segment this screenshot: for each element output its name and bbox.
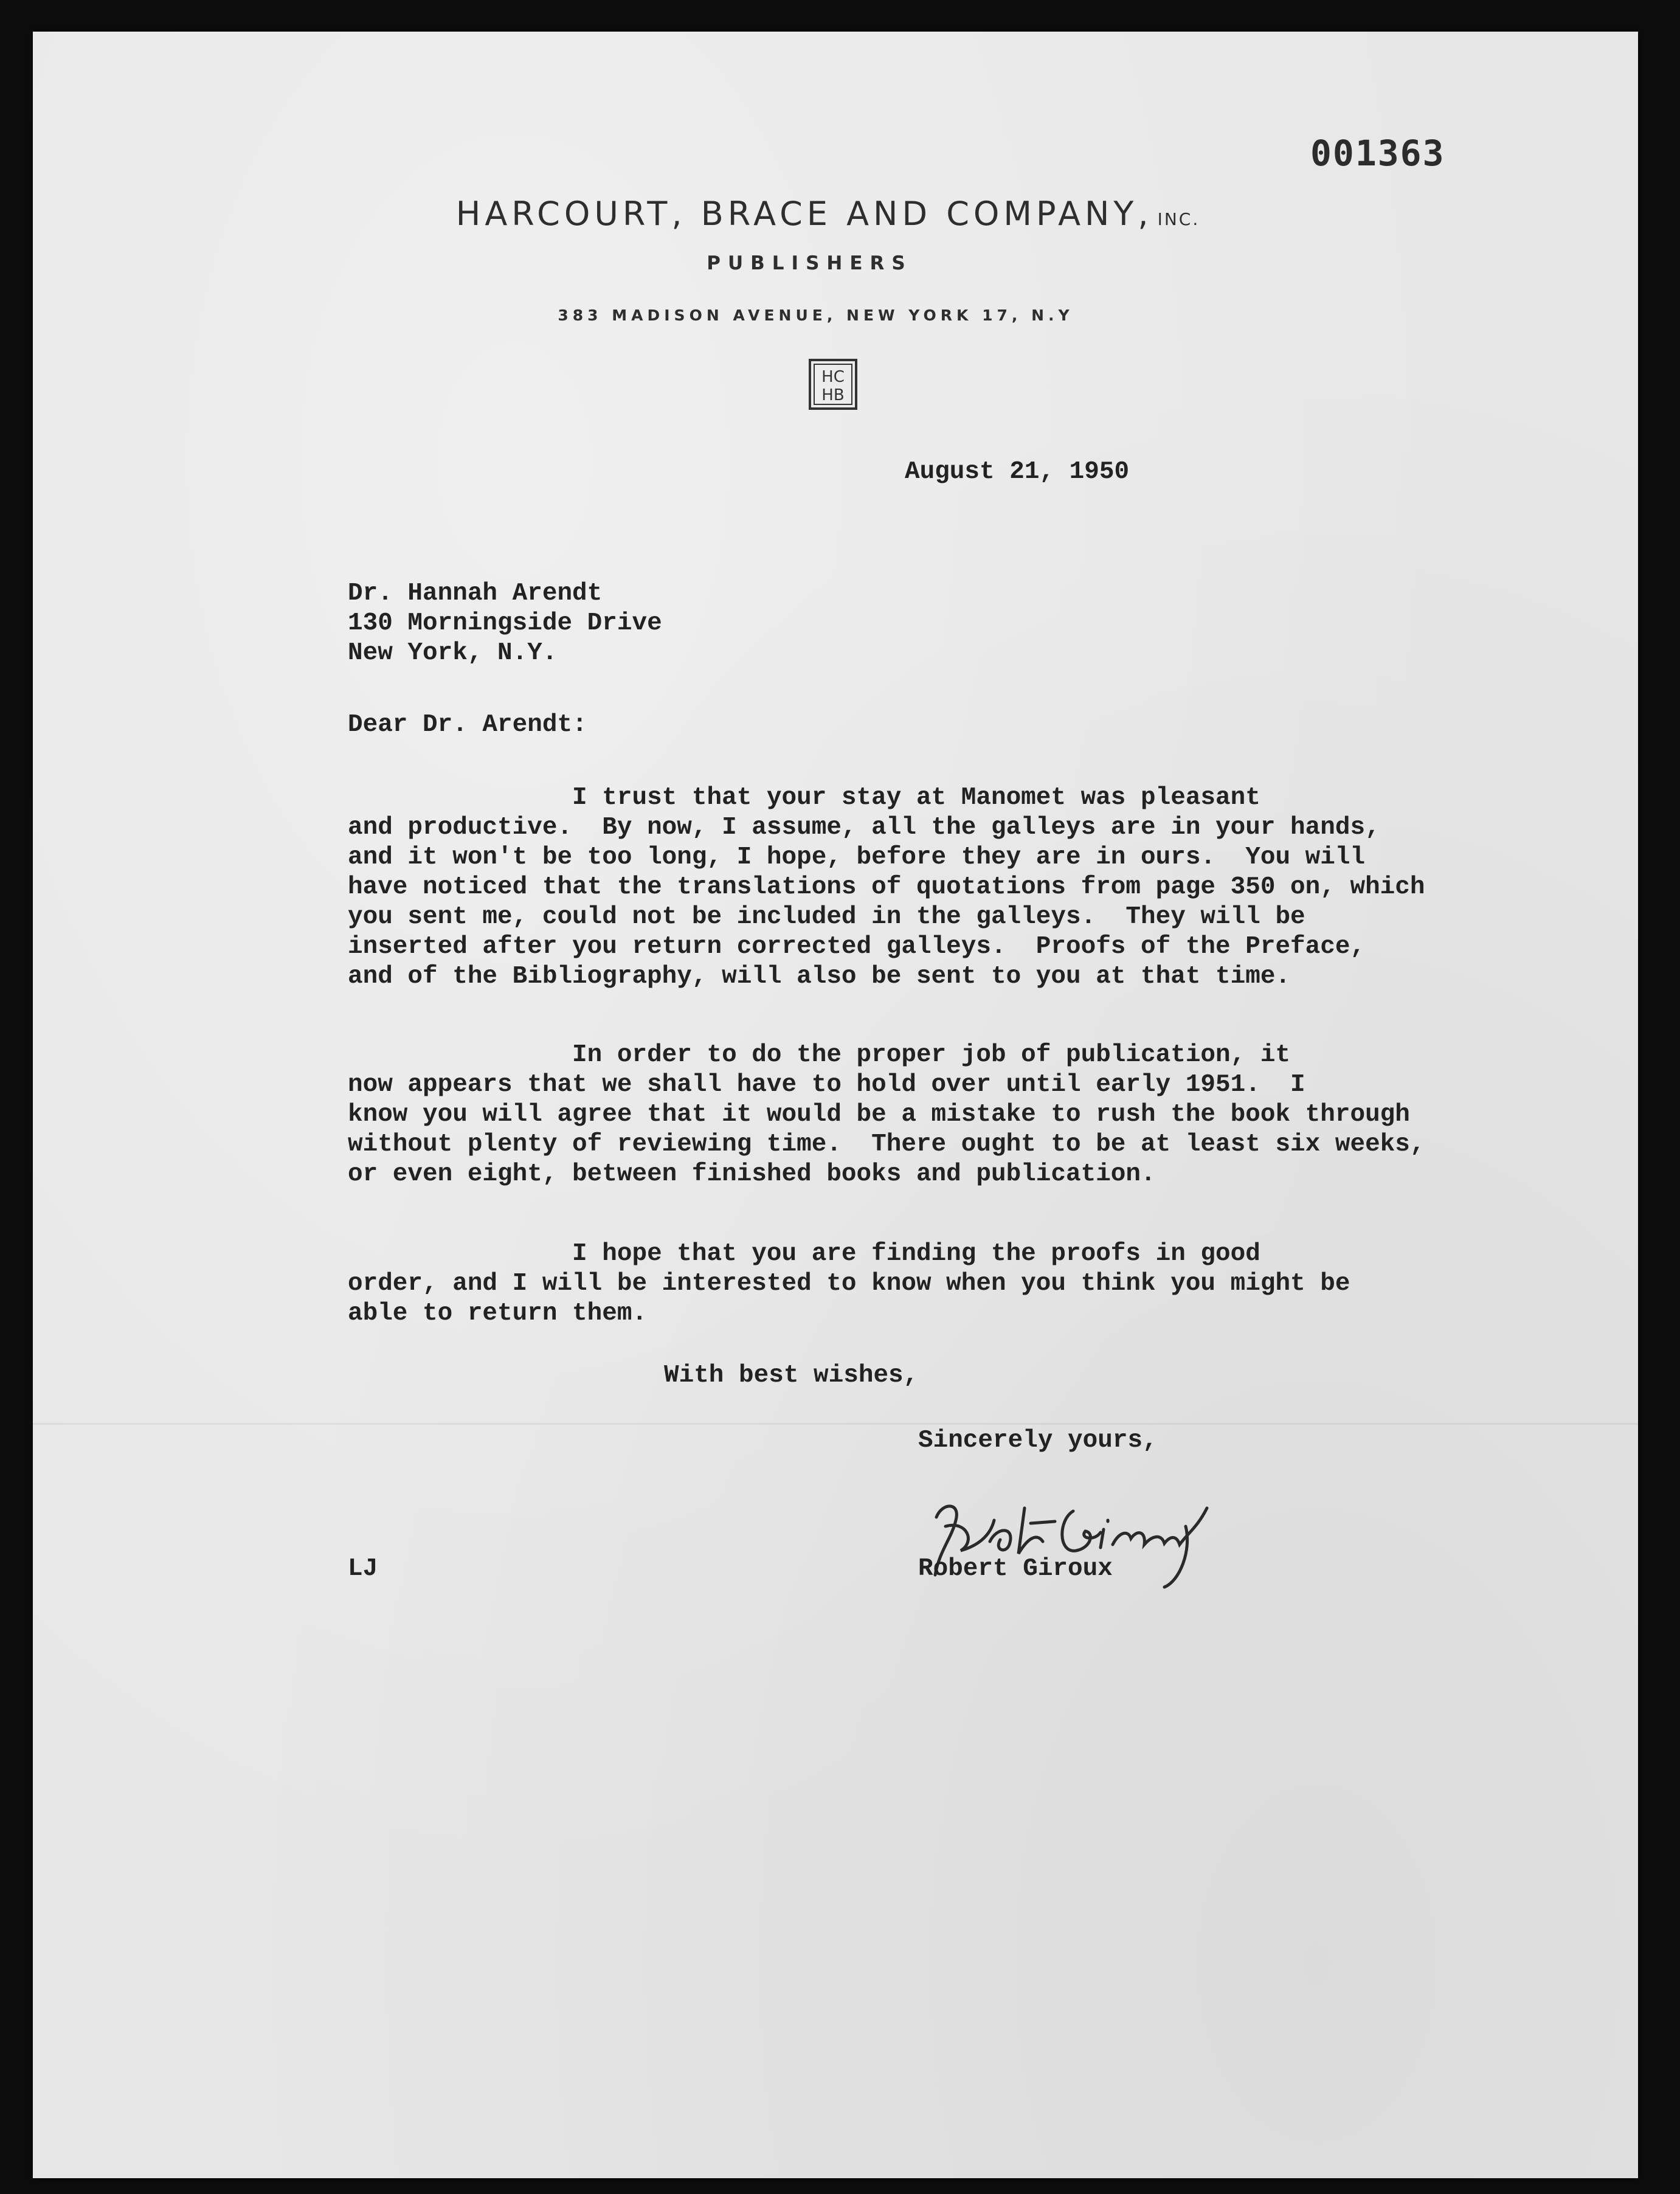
paragraph-line: and it won't be too long, I hope, before they are in ours. You will xyxy=(348,843,1366,871)
typist-initials: LJ xyxy=(348,1555,378,1583)
paragraph-line: you sent me, could not be included in the galleys. They will be xyxy=(348,903,1305,931)
body-paragraph-1 xyxy=(348,783,1425,992)
paragraph-line: or even eight, between finished books and publication. xyxy=(348,1160,1156,1188)
publishers-tagline: PUBLISHERS xyxy=(707,252,913,274)
paragraph-line: order, and I will be interested to know when you think you might be xyxy=(348,1270,1350,1298)
paragraph-line: without plenty of reviewing time. There ought to be at least six weeks, xyxy=(348,1130,1425,1158)
body-paragraph-2 xyxy=(348,1040,1425,1189)
salutation: Dear Dr. Arendt: xyxy=(348,711,587,739)
document-number-stamp: 001363 xyxy=(1310,133,1445,174)
body-paragraph-3 xyxy=(348,1239,1350,1329)
recipient-city: New York, N.Y. xyxy=(348,639,558,667)
paragraph-line: and of the Bibliography, will also be sent to you at that time. xyxy=(348,963,1291,991)
closing-phrase: With best wishes, xyxy=(664,1362,919,1389)
letter-date: August 21, 1950 xyxy=(905,458,1130,486)
signer-name: Robert Giroux xyxy=(918,1555,1113,1583)
paragraph-line: able to return them. xyxy=(348,1299,648,1327)
company-name xyxy=(0,195,1668,233)
paragraph-line: now appears that we shall have to hold over until early 1951. I xyxy=(348,1071,1305,1099)
paragraph-line: In order to do the proper job of publication, it xyxy=(348,1041,1291,1069)
company-suffix: INC. xyxy=(1157,209,1200,229)
paragraph-line: I trust that your stay at Manomet was pleasant xyxy=(348,784,1260,812)
logo-line-top: HC xyxy=(821,368,845,386)
paper-fold-line xyxy=(33,1423,1638,1425)
paragraph-line: inserted after you return corrected galleys. Proofs of the Preface, xyxy=(348,933,1366,961)
sign-off: Sincerely yours, xyxy=(918,1427,1158,1455)
paragraph-line: have noticed that the translations of quotations from page 350 on, which xyxy=(348,873,1425,901)
recipient-street: 130 Morningside Drive xyxy=(348,609,662,637)
publisher-logo-icon xyxy=(809,359,857,410)
company-name-text: HARCOURT, BRACE AND COMPANY, xyxy=(455,195,1153,233)
paragraph-line: know you will agree that it would be a mistake to rush the book through xyxy=(348,1101,1410,1129)
company-address: 383 MADISON AVENUE, NEW YORK 17, N.Y xyxy=(558,306,1074,324)
recipient-address xyxy=(348,579,662,668)
logo-line-bottom: HB xyxy=(821,386,845,404)
recipient-name: Dr. Hannah Arendt xyxy=(348,580,603,607)
paragraph-line: I hope that you are finding the proofs in good xyxy=(348,1240,1260,1268)
paragraph-line: and productive. By now, I assume, all the galleys are in your hands, xyxy=(348,814,1380,842)
